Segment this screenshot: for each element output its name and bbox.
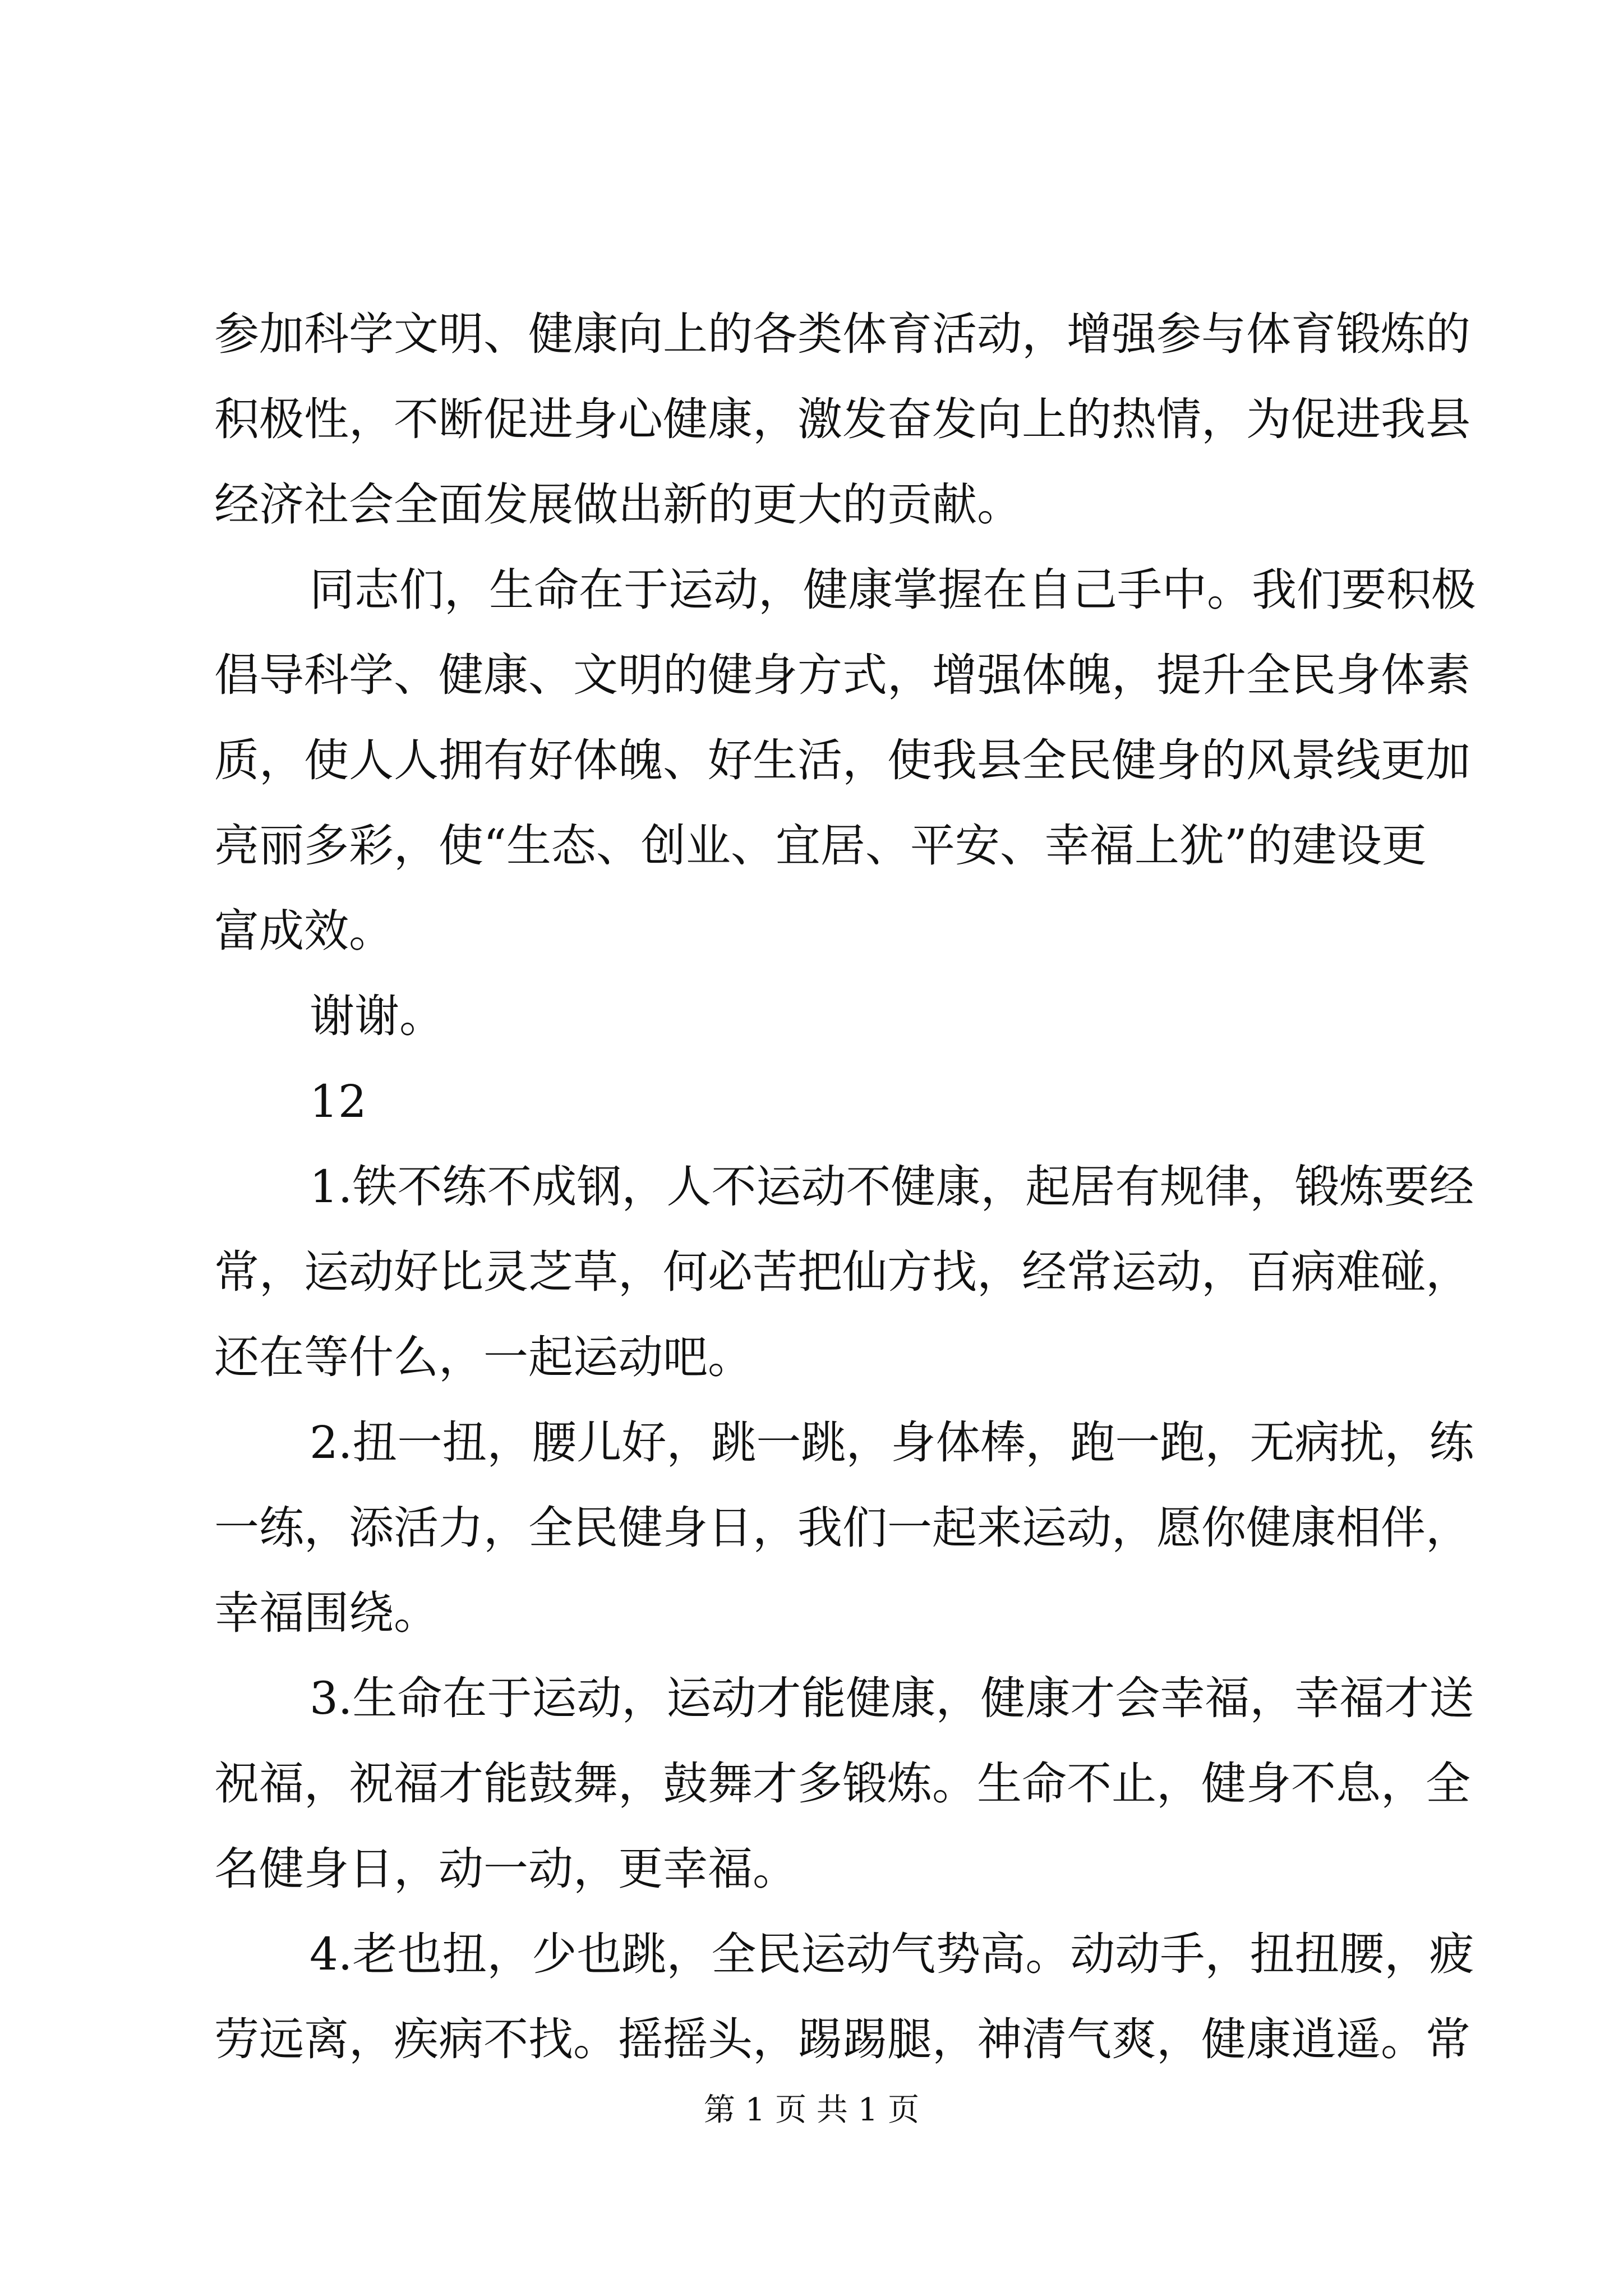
text-line: 参加科学文明、健康向上的各类体育活动，增强参与体育锻炼的 — [214, 308, 1470, 360]
text-line: 经济社会全面发展做出新的更大的贡献。 — [214, 478, 1022, 531]
text-line: 常，运动好比灵芝草，何必苦把仙方找，经常运动，百病难碰， — [214, 1246, 1470, 1298]
text-line: 1.铁不练不成钢，人不运动不健康，起居有规律，锻炼要经 — [310, 1161, 1474, 1213]
text-line: 幸福围绕。 — [214, 1587, 439, 1639]
document-body — [214, 292, 1476, 2082]
text-line: 祝福，祝福才能鼓舞，鼓舞才多锻炼。生命不止，健身不息，全 — [214, 1757, 1470, 1810]
text-line: 劳远离，疾病不找。摇摇头，踢踢腿，神清气爽，健康逍遥。常 — [214, 2013, 1470, 2065]
text-line: 亮丽多彩，使“生态、创业、宜居、平安、幸福上犹”的建设更 — [214, 820, 1427, 872]
text-line: 2.扭一扭，腰儿好，跳一跳，身体棒，跑一跑，无病扰，练 — [310, 1416, 1474, 1469]
text-line: 质，使人人拥有好体魄、好生活，使我县全民健身的风景线更加 — [214, 734, 1470, 786]
text-line: 还在等什么，一起运动吧。 — [214, 1331, 753, 1383]
text-line: 4.老也扭，少也跳，全民运动气势高。动动手，扭扭腰，疲 — [310, 1928, 1474, 1980]
page-footer: 第 1 页 共 1 页 — [703, 2092, 920, 2128]
text-line: 同志们，生命在于运动，健康掌握在自己手中。我们要积极 — [310, 564, 1476, 616]
text-line: 富成效。 — [214, 905, 394, 957]
text-line: 12 — [310, 1075, 367, 1128]
text-line: 名健身日，动一动，更幸福。 — [214, 1843, 797, 1895]
text-line: 3.生命在于运动，运动才能健康，健康才会幸福，幸福才送 — [310, 1672, 1474, 1724]
text-line: 一练，添活力，全民健身日，我们一起来运动，愿你健康相伴， — [214, 1502, 1470, 1554]
text-line: 积极性，不断促进身心健康，激发奋发向上的热情，为促进我县 — [214, 393, 1470, 445]
text-line: 倡导科学、健康、文明的健身方式，增强体魄，提升全民身体素 — [214, 649, 1470, 701]
text-line: 谢谢。 — [310, 990, 444, 1042]
